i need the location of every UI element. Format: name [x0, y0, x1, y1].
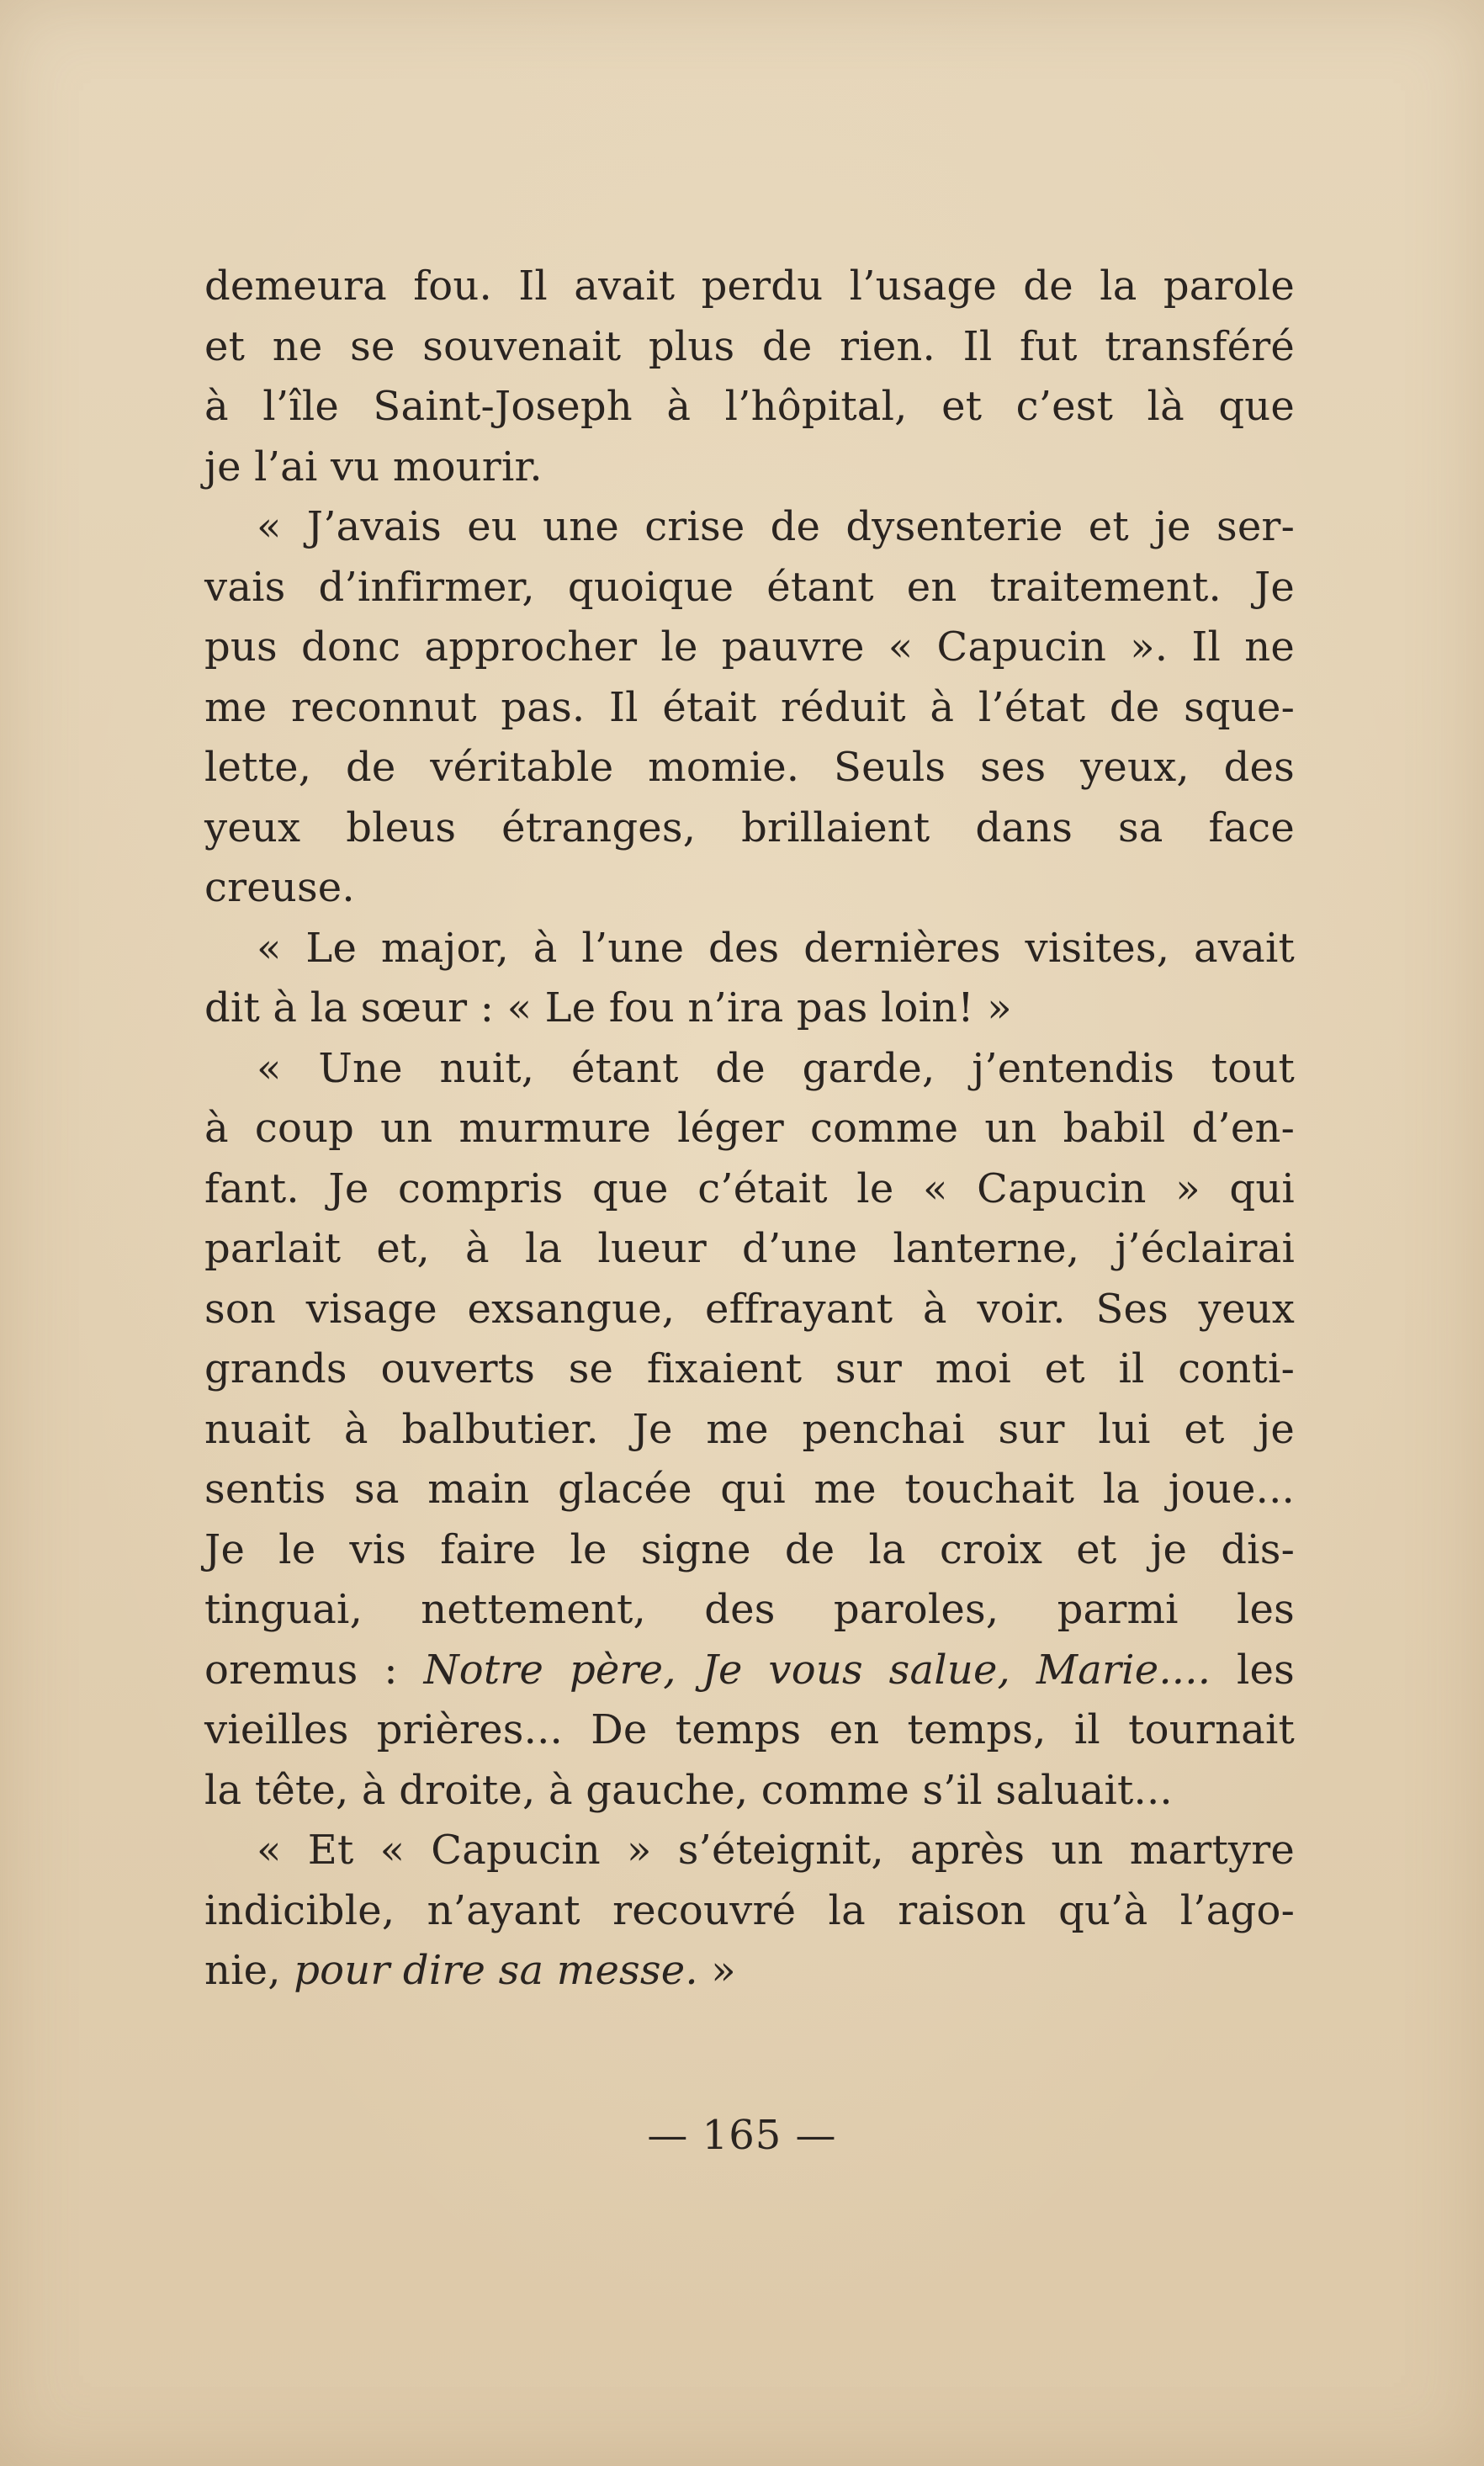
oremus-line-wrap: [204, 1641, 1295, 1701]
text-line-content: tinguai, nettement, des paroles, parmi les: [204, 1586, 1295, 1633]
text-lines-after: [204, 1700, 1295, 1941]
text-line-oremus: [204, 1641, 1295, 1701]
text-line-content: nuait à balbutier. Je me penchai sur lui et je: [204, 1405, 1295, 1453]
text-line-content: à coup un murmure léger comme un babil d’en-: [204, 1105, 1295, 1152]
text-line: [204, 1039, 1295, 1100]
text-line: [204, 618, 1295, 678]
text-line-content: pus donc approcher le pauvre « Capucin ». Il ne: [204, 623, 1295, 671]
text-line-final: [204, 1941, 1295, 2002]
text-line: [204, 1761, 1295, 1822]
text-line: [204, 1159, 1295, 1220]
text-line-content: « Une nuit, étant de garde, j’entendis tout: [257, 1044, 1295, 1092]
text-line-content: « Le major, à l’une des dernières visites, avait: [257, 924, 1295, 972]
text-line-content: « Et « Capucin » s’éteignit, après un martyre: [257, 1827, 1295, 1874]
final-line-wrap: [204, 1941, 1295, 2002]
body-text: [204, 257, 1295, 2002]
text-line-content: Je le vis faire le signe de la croix et je dis-: [204, 1525, 1295, 1573]
oremus-prayer-italic: Notre père, Je vous salue, Marie....: [423, 1646, 1211, 1694]
final-before: nie,: [204, 1947, 294, 1994]
text-line-content: fant. Je compris que c’était le « Capucin » qui: [204, 1164, 1295, 1212]
text-line-content: vieilles prières... De temps en temps, il tournait: [204, 1706, 1295, 1753]
text-line: [204, 858, 1295, 919]
text-line: [204, 1580, 1295, 1641]
oremus-after: les: [1211, 1646, 1295, 1694]
text-lines-main: [204, 257, 1295, 1641]
text-line-content: et ne se souvenait plus de rien. Il fut transféré: [204, 322, 1295, 370]
page-number: — 165 —: [647, 2112, 837, 2159]
text-line: [204, 438, 1295, 498]
text-line-content: je l’ai vu mourir.: [204, 443, 543, 491]
text-line: [204, 978, 1295, 1039]
text-line: [204, 257, 1295, 317]
text-line-content: parlait et, à la lueur d’une lanterne, j’éclairai: [204, 1225, 1295, 1272]
text-line-content: à l’île Saint-Joseph à l’hôpital, et c’est là que: [204, 383, 1295, 430]
text-line: [204, 798, 1295, 859]
text-line-content: creuse.: [204, 864, 355, 911]
text-line: [204, 738, 1295, 798]
oremus-before: oremus :: [204, 1646, 424, 1694]
text-line-content: « J’avais eu une crise de dysenterie et je ser-: [257, 503, 1295, 550]
text-line-content: yeux bleus étranges, brillaient dans sa face: [204, 803, 1295, 851]
text-line-content: vais d’infirmer, quoique étant en traitement. Je: [204, 563, 1295, 611]
text-line: [204, 317, 1295, 378]
text-line: [204, 1520, 1295, 1581]
text-line-content: demeura fou. Il avait perdu l’usage de la parole: [204, 263, 1295, 310]
text-line: [204, 1460, 1295, 1520]
text-line: [204, 1219, 1295, 1280]
final-after: »: [697, 1947, 736, 1994]
text-line: [204, 919, 1295, 979]
text-line: [204, 1821, 1295, 1881]
text-line: [204, 1881, 1295, 1942]
text-line-content: indicible, n’ayant recouvré la raison qu’à l’ago-: [204, 1886, 1295, 1934]
final-italic: pour dire sa messe.: [294, 1947, 698, 1994]
text-line-content: son visage exsangue, effrayant à voir. Ses yeux: [204, 1285, 1295, 1333]
text-line: [204, 678, 1295, 739]
text-line: [204, 497, 1295, 558]
text-line: [204, 1339, 1295, 1400]
text-line: [204, 1099, 1295, 1159]
text-line: [204, 1400, 1295, 1461]
text-line: [204, 1280, 1295, 1340]
text-line: [204, 377, 1295, 438]
text-line-content: dit à la sœur : « Le fou n’ira pas loin! »: [204, 984, 1012, 1031]
text-line: [204, 558, 1295, 618]
text-line-content: lette, de véritable momie. Seuls ses yeux, des: [204, 744, 1295, 791]
text-line-content: la tête, à droite, à gauche, comme s’il saluait...: [204, 1766, 1173, 1814]
text-line-content: grands ouverts se fixaient sur moi et il conti-: [204, 1345, 1295, 1392]
text-line-content: sentis sa main glacée qui me touchait la joue...: [204, 1466, 1295, 1513]
text-line-content: me reconnut pas. Il était réduit à l’état de sque-: [204, 683, 1295, 731]
text-line: [204, 1700, 1295, 1761]
